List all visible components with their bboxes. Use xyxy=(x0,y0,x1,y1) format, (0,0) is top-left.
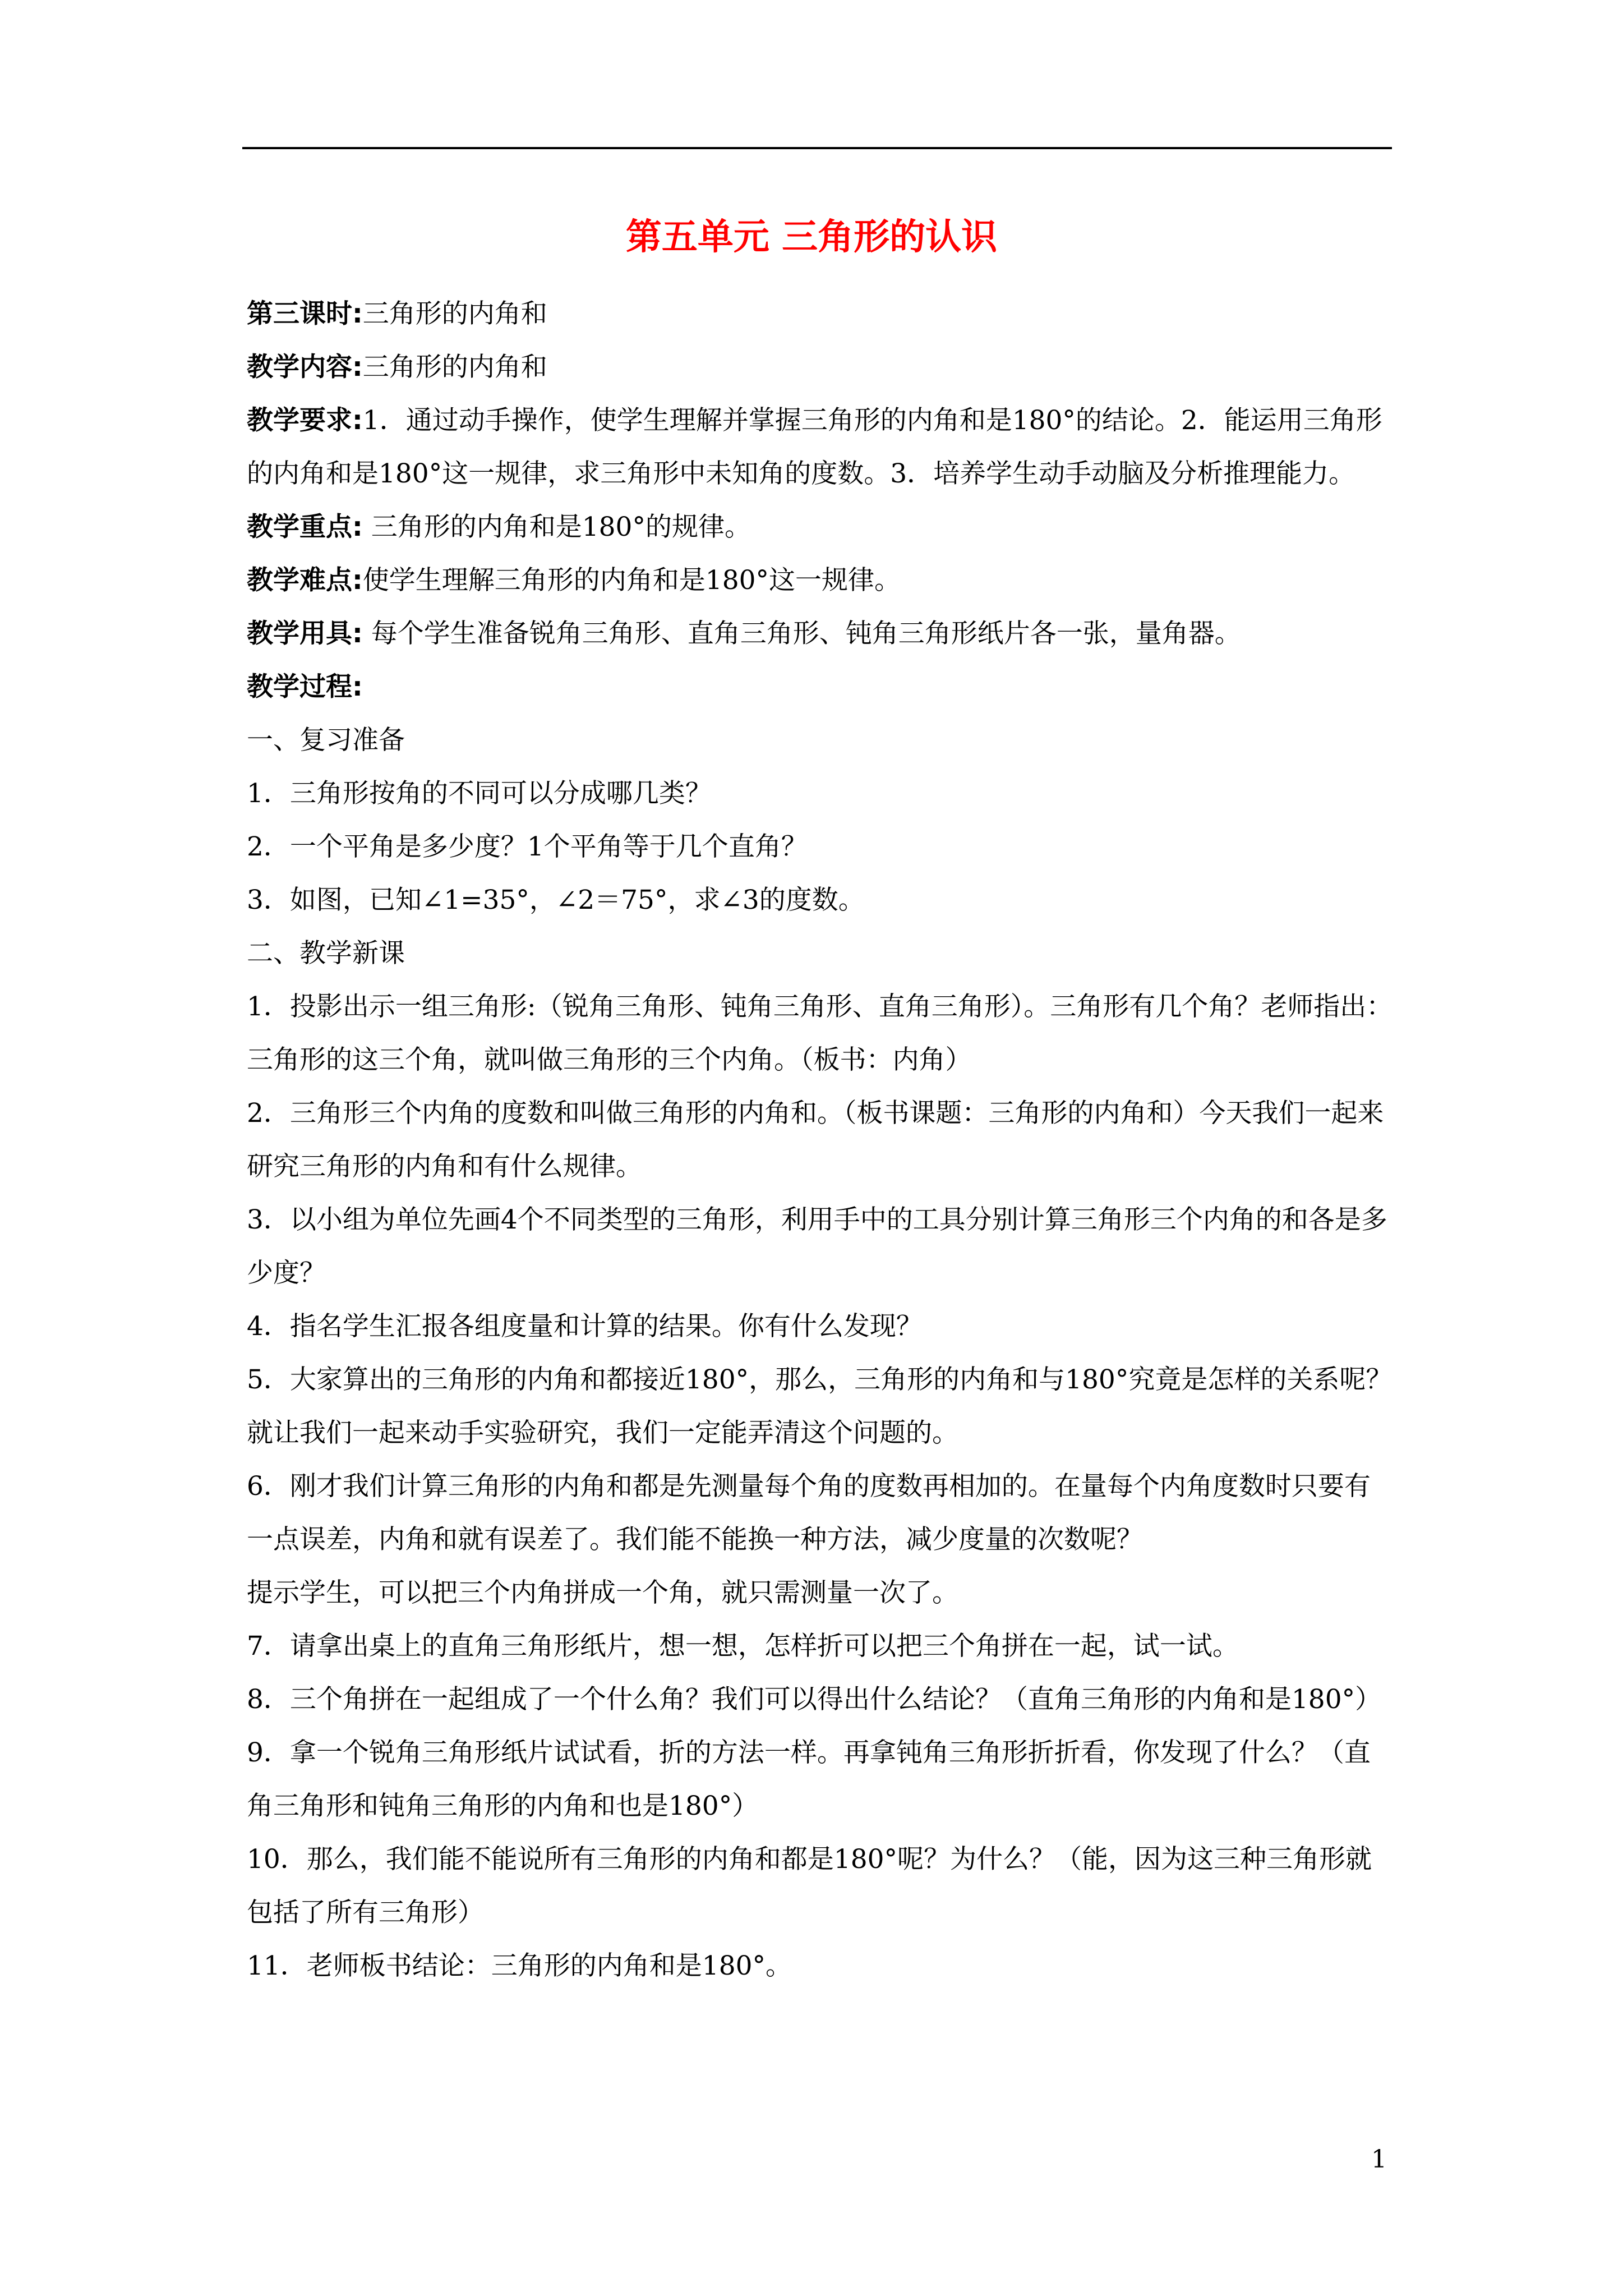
list-item: 3．如图，已知∠1=35°，∠2＝75°，求∠3的度数。 xyxy=(247,885,865,915)
tools-label: 教学用具: xyxy=(247,618,363,649)
content-line xyxy=(247,341,1396,394)
requirements-line xyxy=(247,394,1396,500)
list-item: 3．以小组为单位先画4个不同类型的三角形，利用手中的工具分别计算三角形三个内角的和各是多少度？ xyxy=(247,1204,1387,1289)
content-value: 三角形的内角和 xyxy=(362,352,547,383)
difficulty-label: 教学难点: xyxy=(247,565,363,596)
list-item: 4．指名学生汇报各组度量和计算的结果。你有什么发现？ xyxy=(247,1311,923,1342)
requirements-value: 1．通过动手操作，使学生理解并掌握三角形的内角和是180°的结论。2．能运用三角形的内角和是180°这一规律，求三角形中未知角的度数。3．培养学生动手动脑及分析推理能力。 xyxy=(247,405,1382,489)
key-point-label: 教学重点: xyxy=(247,512,363,542)
difficulty-value: 使学生理解三角形的内角和是180°这一规律。 xyxy=(362,565,901,596)
list-item: 10．那么，我们能不能说所有三角形的内角和都是180°呢？为什么？（能，因为这三种三角形就包括了所有三角形） xyxy=(247,1844,1372,1928)
list-item: 8．三个角拼在一起组成了一个什么角？我们可以得出什么结论？（直角三角形的内角和是180°） xyxy=(247,1684,1382,1715)
content-label: 教学内容: xyxy=(247,352,363,383)
list-item: 1．投影出示一组三角形:（锐角三角形、钝角三角形、直角三角形）。三角形有几个角？老师指出：三角形的这三个角，就叫做三角形的三个内角。（板书：内角） xyxy=(247,991,1393,1075)
list-item: 11．老师板书结论：三角形的内角和是180°。 xyxy=(247,1950,792,1981)
key-point-line xyxy=(247,500,1396,554)
document-title: 第五单元 三角形的认识 xyxy=(625,217,998,258)
requirements-label: 教学要求: xyxy=(247,405,363,436)
list-item: 1．三角形按角的不同可以分成哪几类？ xyxy=(247,778,712,809)
process-label: 教学过程: xyxy=(247,671,363,702)
header-rule xyxy=(242,147,1392,149)
list-item: 7．请拿出桌上的直角三角形纸片，想一想，怎样折可以把三个角拼在一起，试一试。 xyxy=(247,1631,1239,1662)
key-point-value: 三角形的内角和是180°的规律。 xyxy=(362,512,751,542)
list-item: 2．一个平角是多少度？1个平角等于几个直角？ xyxy=(247,831,808,862)
difficulty-line xyxy=(247,554,1396,607)
section-heading: 一、复习准备 xyxy=(247,725,405,756)
lesson-line xyxy=(247,287,1396,341)
list-item: 9．拿一个锐角三角形纸片试试看，折的方法一样。再拿钝角三角形折折看，你发现了什么？（直角三角形和钝角三角形的内角和也是180°） xyxy=(247,1737,1371,1821)
list-item: 提示学生，可以把三个内角拼成一个角，就只需测量一次了。 xyxy=(247,1577,958,1608)
list-item: 2．三角形三个内角的度数和叫做三角形的内角和。（板书课题：三角形的内角和）今天我们一起来研究三角形的内角和有什么规律。 xyxy=(247,1098,1384,1182)
process-line xyxy=(247,660,1396,714)
lesson-value: 三角形的内角和 xyxy=(362,298,547,329)
page-number: 1 xyxy=(1371,2145,1387,2174)
section-heading: 二、教学新课 xyxy=(247,938,405,969)
tools-line xyxy=(247,607,1396,660)
lesson-label: 第三课时: xyxy=(247,298,363,329)
tools-value: 每个学生准备锐角三角形、直角三角形、钝角三角形纸片各一张，量角器。 xyxy=(362,618,1241,649)
list-item: 5．大家算出的三角形的内角和都接近180°，那么，三角形的内角和与180°究竟是怎样的关系呢？就让我们一起来动手实验研究，我们一定能弄清这个问题的。 xyxy=(247,1364,1393,1448)
list-item: 6．刚才我们计算三角形的内角和都是先测量每个角的度数再相加的。在量每个内角度数时只要有一点误差，内角和就有误差了。我们能不能换一种方法，减少度量的次数呢？ xyxy=(247,1471,1371,1555)
document-body xyxy=(247,287,1396,1993)
